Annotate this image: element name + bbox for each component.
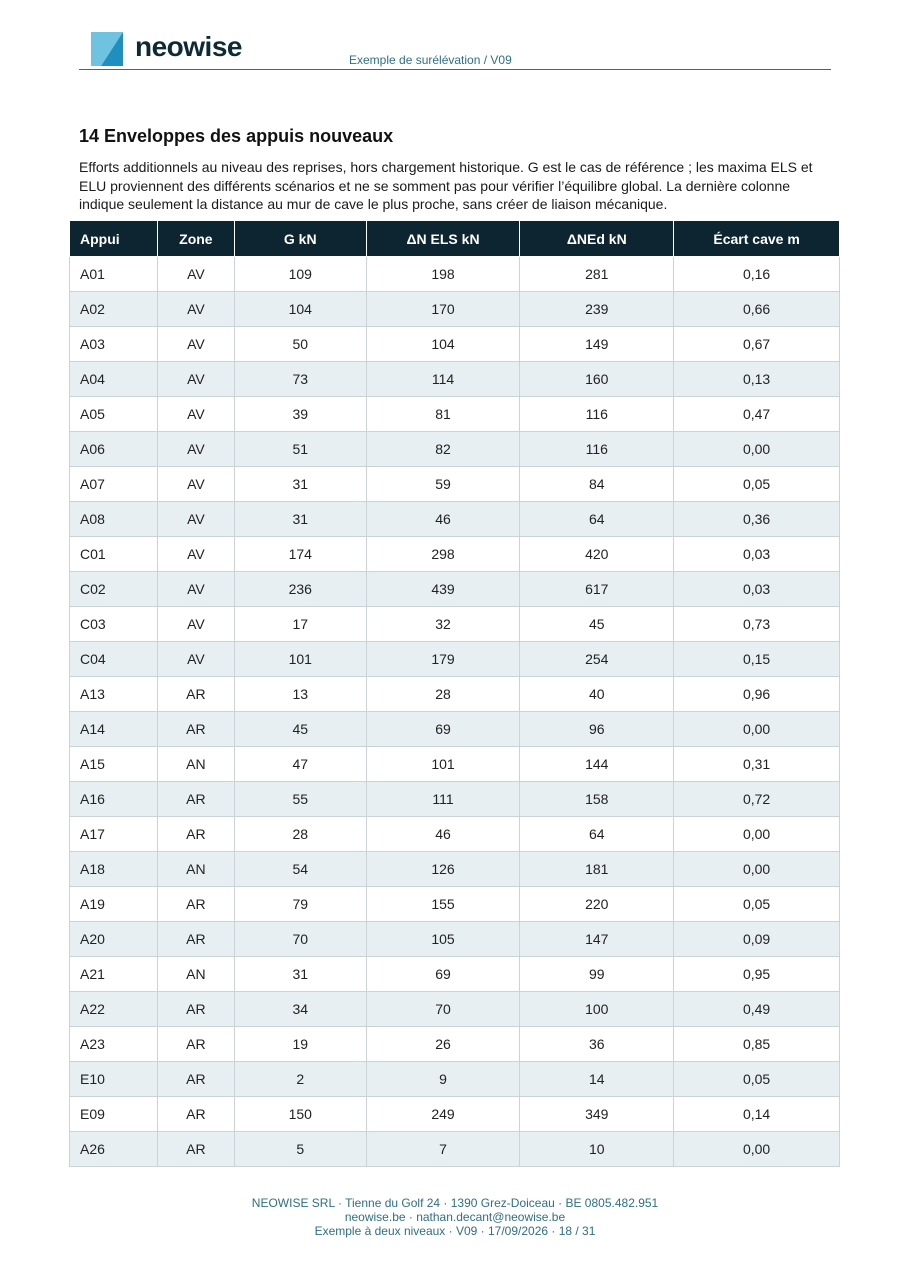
table-cell: 28: [234, 817, 366, 852]
table-cell: 0,14: [674, 1097, 840, 1132]
table-cell: 0,05: [674, 1062, 840, 1097]
table-cell: 31: [234, 467, 366, 502]
table-cell: 0,67: [674, 327, 840, 362]
table-cell: 2: [234, 1062, 366, 1097]
table-row: [70, 327, 840, 362]
footer-contact: neowise.be · nathan.decant@neowise.be: [344, 1210, 566, 1224]
table-cell: AR: [157, 1027, 234, 1062]
table-row: [70, 1132, 840, 1167]
table-cell: 31: [234, 957, 366, 992]
table-cell: AR: [157, 922, 234, 957]
table-cell: 0,00: [674, 817, 840, 852]
table-cell: AN: [157, 957, 234, 992]
table-cell: A16: [70, 782, 158, 817]
table-cell: 100: [520, 992, 674, 1027]
table-row: [70, 887, 840, 922]
table-header-cell: Écart cave m: [674, 221, 840, 257]
table-cell: 0,03: [674, 572, 840, 607]
table-cell: 9: [366, 1062, 520, 1097]
table-header-row: [70, 221, 840, 257]
table-cell: 281: [520, 257, 674, 292]
table-cell: 420: [520, 537, 674, 572]
table-cell: C04: [70, 642, 158, 677]
table-cell: AR: [157, 1062, 234, 1097]
table-cell: 439: [366, 572, 520, 607]
table-cell: C02: [70, 572, 158, 607]
page-footer: [0, 1196, 910, 1238]
table-row: [70, 747, 840, 782]
table-cell: A04: [70, 362, 158, 397]
table-cell: 96: [520, 712, 674, 747]
table-cell: 0,73: [674, 607, 840, 642]
table-cell: 0,47: [674, 397, 840, 432]
table-cell: 0,00: [674, 712, 840, 747]
table-cell: E10: [70, 1062, 158, 1097]
table-cell: A06: [70, 432, 158, 467]
table-row: [70, 572, 840, 607]
table-cell: A03: [70, 327, 158, 362]
document-subtitle: Exemple de surélévation / V09: [349, 53, 512, 67]
table-header-cell: ΔNEd kN: [520, 221, 674, 257]
table-cell: 0,00: [674, 432, 840, 467]
table-header-cell: Zone: [157, 221, 234, 257]
table-header-cell: G kN: [234, 221, 366, 257]
table-cell: 10: [520, 1132, 674, 1167]
table-cell: 84: [520, 467, 674, 502]
table-cell: 126: [366, 852, 520, 887]
table-cell: 13: [234, 677, 366, 712]
table-cell: A21: [70, 957, 158, 992]
table-cell: A26: [70, 1132, 158, 1167]
table-body: [70, 257, 840, 1167]
table-cell: 0,05: [674, 887, 840, 922]
table-cell: AN: [157, 747, 234, 782]
table-row: [70, 1062, 840, 1097]
table-cell: AV: [157, 642, 234, 677]
table-cell: AR: [157, 1097, 234, 1132]
table-cell: AV: [157, 537, 234, 572]
table-cell: 0,49: [674, 992, 840, 1027]
table-cell: AR: [157, 887, 234, 922]
table-cell: 254: [520, 642, 674, 677]
table-cell: A01: [70, 257, 158, 292]
table-cell: 26: [366, 1027, 520, 1062]
table-row: [70, 397, 840, 432]
table-cell: 114: [366, 362, 520, 397]
table-header-cell: ΔN ELS kN: [366, 221, 520, 257]
table-row: [70, 957, 840, 992]
table-cell: AR: [157, 1132, 234, 1167]
table-cell: 0,66: [674, 292, 840, 327]
table-cell: 105: [366, 922, 520, 957]
table-row: [70, 1097, 840, 1132]
table-row: [70, 852, 840, 887]
table-row: [70, 292, 840, 327]
table-cell: 349: [520, 1097, 674, 1132]
table-cell: A19: [70, 887, 158, 922]
section-intro: Efforts additionnels au niveau des reprises, hors chargement historique. G est le cas de référence ; les maxima ELS et ELU proviennent des différents scénarios et ne se somment pas pour vérifier l’équilibre global. La dernière colonne indique seulement la distance au mur de cave le plus proche, sans créer de liaison mécanique.: [79, 159, 813, 212]
table-cell: E09: [70, 1097, 158, 1132]
table-cell: 0,72: [674, 782, 840, 817]
page-header: [79, 28, 831, 70]
table-cell: 617: [520, 572, 674, 607]
table-cell: 111: [366, 782, 520, 817]
table-cell: AV: [157, 502, 234, 537]
table-cell: 249: [366, 1097, 520, 1132]
table-cell: 69: [366, 957, 520, 992]
table-cell: 116: [520, 397, 674, 432]
table-cell: 46: [366, 502, 520, 537]
table-cell: 5: [234, 1132, 366, 1167]
supports-table: [69, 220, 840, 1167]
table-cell: 40: [520, 677, 674, 712]
table-cell: AV: [157, 362, 234, 397]
table-cell: 54: [234, 852, 366, 887]
table-cell: 220: [520, 887, 674, 922]
table-cell: 174: [234, 537, 366, 572]
table-cell: A05: [70, 397, 158, 432]
table-row: [70, 817, 840, 852]
table-cell: 170: [366, 292, 520, 327]
footer-page-info: Exemple à deux niveaux · V09 · 17/09/2026 · 18 / 31: [314, 1224, 596, 1238]
table-cell: 64: [520, 502, 674, 537]
table-cell: C01: [70, 537, 158, 572]
table-cell: 79: [234, 887, 366, 922]
table-cell: 82: [366, 432, 520, 467]
table-cell: A07: [70, 467, 158, 502]
footer-company: NEOWISE SRL · Tienne du Golf 24 · 1390 Grez-Doiceau · BE 0805.482.951: [251, 1196, 659, 1210]
table-cell: 150: [234, 1097, 366, 1132]
table-cell: 160: [520, 362, 674, 397]
table-cell: AR: [157, 992, 234, 1027]
table-cell: AN: [157, 852, 234, 887]
table-cell: 32: [366, 607, 520, 642]
table-row: [70, 502, 840, 537]
table-cell: 17: [234, 607, 366, 642]
table-cell: AR: [157, 782, 234, 817]
table-cell: 70: [234, 922, 366, 957]
table-cell: AV: [157, 257, 234, 292]
table-cell: 50: [234, 327, 366, 362]
table-cell: 147: [520, 922, 674, 957]
table-cell: 70: [366, 992, 520, 1027]
table-cell: A22: [70, 992, 158, 1027]
table-cell: 0,00: [674, 1132, 840, 1167]
table-cell: AR: [157, 712, 234, 747]
table-cell: 0,13: [674, 362, 840, 397]
table-cell: AV: [157, 397, 234, 432]
table-cell: 0,00: [674, 852, 840, 887]
table-cell: 46: [366, 817, 520, 852]
table-cell: AR: [157, 677, 234, 712]
table-row: [70, 1027, 840, 1062]
table-cell: 0,31: [674, 747, 840, 782]
table-cell: 155: [366, 887, 520, 922]
table-cell: A20: [70, 922, 158, 957]
table-cell: 36: [520, 1027, 674, 1062]
table-cell: A02: [70, 292, 158, 327]
table-cell: 39: [234, 397, 366, 432]
table-cell: A14: [70, 712, 158, 747]
table-row: [70, 677, 840, 712]
table-cell: 69: [366, 712, 520, 747]
table-cell: 181: [520, 852, 674, 887]
table-cell: 73: [234, 362, 366, 397]
section-title: 14 Enveloppes des appuis nouveaux: [79, 126, 394, 146]
table-cell: 101: [366, 747, 520, 782]
table-cell: AV: [157, 432, 234, 467]
table-cell: 0,09: [674, 922, 840, 957]
table-cell: 47: [234, 747, 366, 782]
table-cell: 34: [234, 992, 366, 1027]
table-cell: 236: [234, 572, 366, 607]
table-cell: A15: [70, 747, 158, 782]
table-row: [70, 642, 840, 677]
table-cell: 0,95: [674, 957, 840, 992]
table-cell: 298: [366, 537, 520, 572]
table-cell: 0,03: [674, 537, 840, 572]
table-cell: 14: [520, 1062, 674, 1097]
neowise-logo-icon: [91, 32, 123, 66]
table-row: [70, 712, 840, 747]
table-cell: A17: [70, 817, 158, 852]
table-row: [70, 782, 840, 817]
table-row: [70, 362, 840, 397]
table-row: [70, 992, 840, 1027]
table-cell: 198: [366, 257, 520, 292]
table-cell: 99: [520, 957, 674, 992]
table-cell: A08: [70, 502, 158, 537]
table-cell: AV: [157, 327, 234, 362]
table-cell: C03: [70, 607, 158, 642]
table-cell: 59: [366, 467, 520, 502]
table-row: [70, 607, 840, 642]
table-cell: 179: [366, 642, 520, 677]
table-cell: 101: [234, 642, 366, 677]
table-cell: 0,85: [674, 1027, 840, 1062]
table-cell: 158: [520, 782, 674, 817]
table-cell: A23: [70, 1027, 158, 1062]
table-cell: 0,05: [674, 467, 840, 502]
table-cell: 7: [366, 1132, 520, 1167]
table-row: [70, 922, 840, 957]
table-row: [70, 467, 840, 502]
table-cell: 144: [520, 747, 674, 782]
table-cell: 0,15: [674, 642, 840, 677]
table-cell: 45: [234, 712, 366, 747]
table-cell: 0,36: [674, 502, 840, 537]
table-header-cell: Appui: [70, 221, 158, 257]
table-cell: AR: [157, 817, 234, 852]
table-cell: A18: [70, 852, 158, 887]
brand-name: neowise: [135, 31, 242, 62]
table-cell: AV: [157, 292, 234, 327]
table-cell: 51: [234, 432, 366, 467]
table-cell: 45: [520, 607, 674, 642]
table-cell: 104: [234, 292, 366, 327]
table-cell: 81: [366, 397, 520, 432]
table-cell: 0,96: [674, 677, 840, 712]
table-cell: AV: [157, 467, 234, 502]
table-cell: A13: [70, 677, 158, 712]
table-row: [70, 432, 840, 467]
table-cell: 31: [234, 502, 366, 537]
table-cell: 19: [234, 1027, 366, 1062]
table-cell: AV: [157, 607, 234, 642]
table-cell: AV: [157, 572, 234, 607]
table-cell: 64: [520, 817, 674, 852]
table-cell: 239: [520, 292, 674, 327]
table-cell: 0,16: [674, 257, 840, 292]
table-row: [70, 257, 840, 292]
table-cell: 149: [520, 327, 674, 362]
table-row: [70, 537, 840, 572]
table-cell: 28: [366, 677, 520, 712]
table-cell: 109: [234, 257, 366, 292]
table-cell: 116: [520, 432, 674, 467]
table-cell: 104: [366, 327, 520, 362]
table-cell: 55: [234, 782, 366, 817]
